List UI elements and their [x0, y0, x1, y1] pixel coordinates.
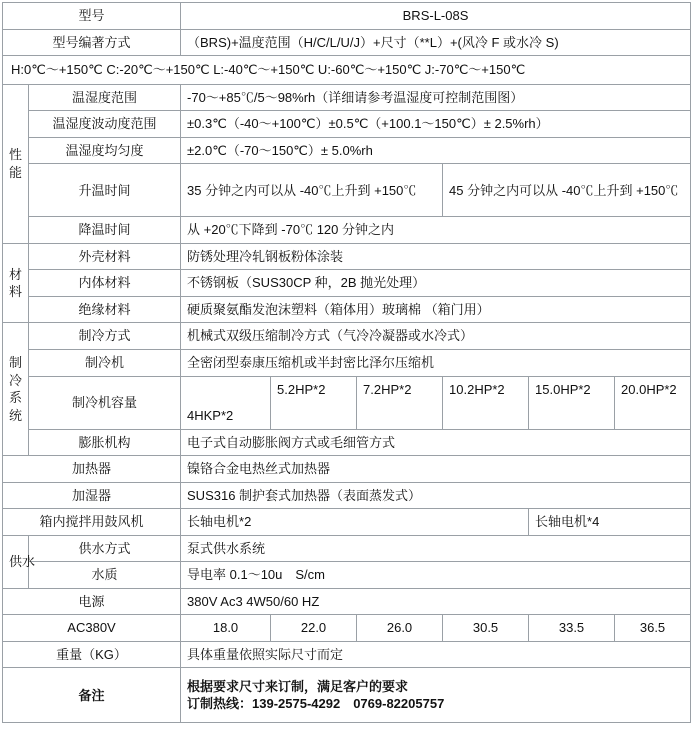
row-label-blower: 箱内搅拌用鼓风机 [3, 509, 181, 536]
group-label-material [3, 243, 29, 323]
coding-label: 型号编著方式 [3, 29, 181, 56]
group-label-water-supply: 供水 [3, 535, 29, 588]
table-row [3, 641, 691, 668]
group-label-refrigeration [3, 323, 29, 456]
table-row [3, 615, 691, 642]
row-value-humidifier: SUS316 制护套式加热器（表面蒸发式） [181, 482, 691, 509]
row-value-humidity-range: -70～+85℃/5～98%rh（详细请参考温湿度可控制范围图） [181, 84, 691, 111]
capacity-value-2: 7.2HP*2 [357, 376, 443, 429]
group-refrigeration-char2: 冷 [9, 372, 24, 388]
ac-value-4: 33.5 [529, 615, 615, 642]
row-label-compressor: 制冷机 [29, 350, 181, 377]
row-label-shell-material: 外壳材料 [29, 243, 181, 270]
row-value-remark [181, 668, 691, 723]
row-label-heater: 加热器 [3, 456, 181, 483]
row-value-compressor: 全密闭型泰康压缩机或半封密比泽尔压缩机 [181, 350, 691, 377]
ac-value-5: 36.5 [615, 615, 691, 642]
table-row [3, 429, 691, 456]
row-value-heating-time-1: 35 分钟之内可以从 -40℃上升到 +150℃ [181, 164, 443, 217]
table-row [3, 350, 691, 377]
row-value-power: 380V Ac3 4W50/60 HZ [181, 588, 691, 615]
group-performance-char2: 能 [9, 164, 24, 180]
coding-value: （BRS)+温度范围（H/C/L/U/J）+尺寸（**L）+(风冷 F 或水冷 S) [181, 29, 691, 56]
row-value-uniformity: ±2.0℃（-70～150℃）± 5.0%rh [181, 137, 691, 164]
capacity-value-5: 20.0HP*2 [615, 376, 691, 429]
row-value-heater: 镍铬合金电热丝式加热器 [181, 456, 691, 483]
row-value-shell-material: 防锈处理冷轧钢板粉体涂装 [181, 243, 691, 270]
remark-line-2: 订制热线：139-2575-4292 0769-82205757 [187, 696, 445, 712]
row-label-uniformity: 温湿度均匀度 [29, 137, 181, 164]
row-label-humidity-range: 温湿度范围 [29, 84, 181, 111]
table-row [3, 562, 691, 589]
ac-value-3: 30.5 [443, 615, 529, 642]
row-label-water-quality: 水质 [29, 562, 181, 589]
table-row [3, 588, 691, 615]
capacity-value-0: 4HKP*2 [181, 376, 271, 429]
model-value: BRS-L-08S [181, 3, 691, 30]
group-refrigeration-char3: 系 [9, 390, 24, 406]
capacity-value-3: 10.2HP*2 [443, 376, 529, 429]
ac-value-0: 18.0 [181, 615, 271, 642]
table-row [3, 137, 691, 164]
remark-line-1: 根据要求尺寸来订制，满足客户的要求 [187, 678, 409, 694]
row-value-water-method: 泵式供水系统 [181, 535, 691, 562]
ac-value-1: 22.0 [271, 615, 357, 642]
row-label-cooling-time: 降温时间 [29, 217, 181, 244]
row-value-blower-1: 长轴电机*2 [181, 509, 529, 536]
row-label-ac380v: AC380V [3, 615, 181, 642]
table-row [3, 111, 691, 138]
group-material-char2: 料 [9, 284, 24, 300]
capacity-value-4: 15.0HP*2 [529, 376, 615, 429]
row-value-blower-2: 长轴电机*4 [529, 509, 691, 536]
row-label-insulation-material: 绝缘材料 [29, 296, 181, 323]
temperature-ranges: H:0℃～+150℃ C:-20℃～+150℃ L:-40℃～+150℃ U:-60℃～+150℃ J:-70℃～+150℃ [3, 56, 691, 85]
row-value-insulation-material: 硬质聚氨酯发泡沫塑料（箱体用）玻璃棉 （箱门用） [181, 296, 691, 323]
table-row [3, 56, 691, 85]
row-value-fluctuation: ±0.3℃（-40～+100℃）±0.5℃（+100.1～150℃）± 2.5%rh） [181, 111, 691, 138]
row-label-water-method: 供水方式 [29, 535, 181, 562]
row-label-cooling-method: 制冷方式 [29, 323, 181, 350]
table-row [3, 296, 691, 323]
row-value-water-quality: 导电率 0.1～10u S/cm [181, 562, 691, 589]
model-label: 型号 [3, 3, 181, 30]
row-value-heating-time-2: 45 分钟之内可以从 -40℃上升到 +150℃ [443, 164, 691, 217]
table-row [3, 668, 691, 723]
table-row [3, 217, 691, 244]
table-row [3, 482, 691, 509]
group-label-performance [3, 84, 29, 243]
table-row [3, 376, 691, 429]
group-refrigeration-char4: 统 [9, 407, 24, 423]
row-label-fluctuation: 温湿度波动度范围 [29, 111, 181, 138]
row-label-expansion: 膨胀机构 [29, 429, 181, 456]
ac-value-2: 26.0 [357, 615, 443, 642]
group-performance-char1: 性 [9, 147, 24, 163]
row-label-inner-material: 内体材料 [29, 270, 181, 297]
row-label-weight: 重量（KG） [3, 641, 181, 668]
table-row [3, 323, 691, 350]
row-value-inner-material: 不锈钢板（SUS30CP 种，2B 抛光处理） [181, 270, 691, 297]
table-row [3, 456, 691, 483]
row-value-cooling-method: 机械式双级压缩制冷方式（气冷冷凝器或水冷式） [181, 323, 691, 350]
table-row [3, 84, 691, 111]
table-row [3, 243, 691, 270]
table-row [3, 509, 691, 536]
table-row [3, 29, 691, 56]
row-label-heating-time: 升温时间 [29, 164, 181, 217]
table-row [3, 270, 691, 297]
row-label-humidifier: 加湿器 [3, 482, 181, 509]
row-label-power: 电源 [3, 588, 181, 615]
row-value-cooling-time: 从 +20℃下降到 -70℃ 120 分钟之内 [181, 217, 691, 244]
specification-table [2, 2, 691, 723]
table-row [3, 3, 691, 30]
row-value-weight: 具体重量依照实际尺寸而定 [181, 641, 691, 668]
table-row [3, 535, 691, 562]
row-label-capacity: 制冷机容量 [29, 376, 181, 429]
group-material-char1: 材 [9, 266, 24, 282]
capacity-value-1: 5.2HP*2 [271, 376, 357, 429]
row-value-expansion: 电子式自动膨胀阀方式或毛细管方式 [181, 429, 691, 456]
group-refrigeration-char1: 制 [9, 355, 24, 371]
table-row [3, 164, 691, 217]
row-label-remark: 备注 [3, 668, 181, 723]
